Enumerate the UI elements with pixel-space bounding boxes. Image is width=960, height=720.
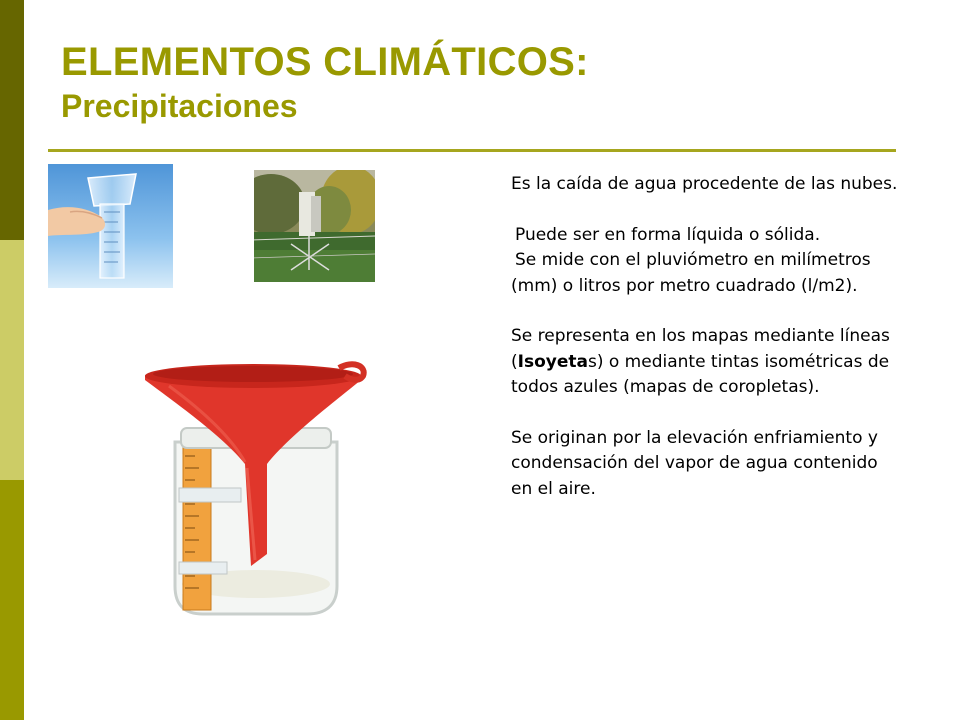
- paragraph-forms: Puede ser en forma líquida o sólida.: [515, 224, 821, 245]
- description-text: [511, 172, 901, 502]
- weather-station-photo: [251, 170, 375, 282]
- sidebar-segment-dark: [0, 0, 24, 240]
- paragraph-maps-start: Se representa en los mapas mediante líneas (: [511, 326, 890, 372]
- paragraph-measurement: Se mide con el pluviómetro en milímetros (mm) o litros por metro cuadrado (l/m2).: [511, 250, 871, 296]
- slide-title: [61, 42, 589, 122]
- slide-subtitle: Precipitaciones: [61, 88, 298, 124]
- sidebar-segment-light: [0, 240, 24, 480]
- paragraph-origin: Se originan por la elevación enfriamiento y condensación del vapor de agua contenido en el aire.: [511, 427, 878, 499]
- paragraph-maps-end: s) o mediante tintas isométricas de todos azules (mapas de coropletas).: [511, 351, 890, 397]
- rain-gauge-hand-photo: [48, 164, 173, 288]
- slide-title-main: ELEMENTOS CLIMÁTICOS:: [61, 40, 589, 84]
- title-divider: [48, 149, 896, 152]
- sidebar-stripe: [0, 0, 24, 720]
- isoyeta-term: Isoyeta: [517, 351, 588, 372]
- paragraph-maps: [511, 324, 901, 401]
- sidebar-segment-mid: [0, 480, 24, 720]
- paragraph-definition: Es la caída de agua procedente de las nubes.: [511, 174, 898, 194]
- homemade-rain-gauge-photo: [139, 358, 369, 623]
